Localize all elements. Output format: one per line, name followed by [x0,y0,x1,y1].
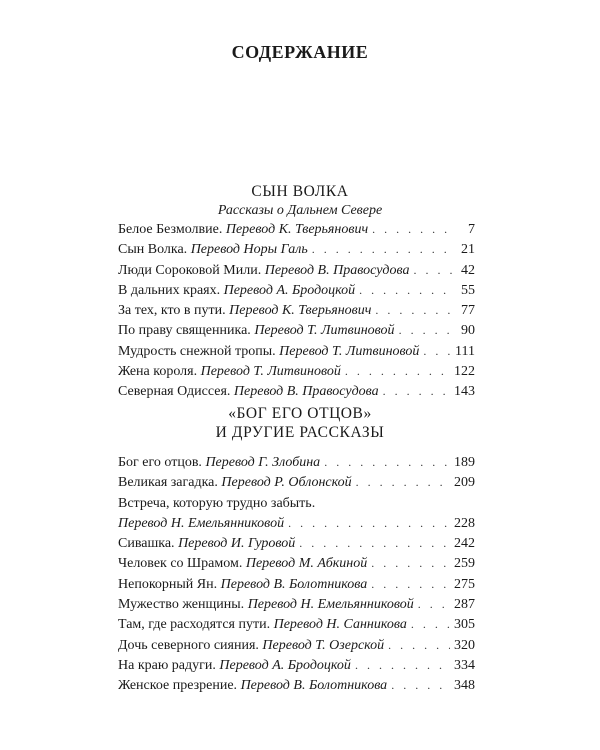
section-subtitle: Рассказы о Дальнем Севере [217,203,383,218]
toc-entry[interactable] [118,658,475,678]
leader-dots [388,638,450,653]
entry-translator: Перевод Н. Емельянниковой [118,515,285,531]
leader-dots [383,384,450,399]
leader-dots [359,283,453,298]
toc-entry[interactable] [118,364,475,384]
entry-page: 143 [454,384,475,400]
entry-page: 305 [454,617,475,633]
toc-entry[interactable] [118,556,475,576]
entry-page: 242 [454,536,475,552]
toc-entry[interactable] [118,496,475,537]
entry-translator: Перевод Г. Злобина [205,455,321,470]
leader-dots [418,597,450,612]
toc-list-section-1 [118,222,475,405]
leader-dots [355,658,450,673]
entry-title: Мужество женщины. [118,597,245,613]
entry-title: Сивашка. [118,536,175,552]
leader-dots [345,364,450,379]
entry-translator: Перевод К. Тверьянович [225,222,369,237]
entry-title: Великая загадка. [118,475,218,491]
entry-title: Северная Одиссея. [118,384,231,400]
leader-dots [375,303,453,318]
entry-title: Сын Волка. [118,242,188,258]
entry-translator: Перевод М. Абкиной [245,556,368,572]
entry-page: 21 [461,242,475,258]
toc-entry[interactable] [118,263,475,283]
page-title: СОДЕРЖАНИЕ [231,42,369,62]
entry-translator: Перевод Т. Литвиновой [279,343,420,359]
entry-translator: Перевод Норы Галь [190,242,308,258]
entry-title: Встреча, которую трудно забыть. [118,495,316,511]
entry-page: 122 [454,364,475,380]
toc-entry[interactable] [118,597,475,617]
leader-dots [356,475,450,490]
section-heading-bog-ego-otcov [0,404,600,442]
section-heading-son-volka [0,182,600,220]
entry-translator: Перевод Т. Озерской [262,637,385,653]
entry-translator: Перевод Н. Емельянниковой [247,597,414,613]
entry-page: 111 [455,343,475,359]
entry-translator: Перевод В. Болотникова [220,576,368,592]
toc-entry[interactable] [118,678,475,698]
entry-translator: Перевод И. Гуровой [178,536,296,552]
toc-entry[interactable] [118,577,475,597]
toc-entry[interactable] [118,222,475,242]
entry-translator: Перевод Р. Облонской [221,475,352,491]
entry-translator: Перевод К. Тверьянович [229,303,372,319]
entry-title: На краю радуги. [118,657,216,673]
leader-dots [299,536,450,551]
entry-title: За тех, кто в пути. [118,303,226,319]
toc-entry[interactable] [118,384,475,404]
leader-dots [423,344,451,359]
section-title-line-2: И ДРУГИЕ РАССКАЗЫ [215,424,385,441]
entry-title: Жена короля. [118,364,198,380]
entry-page: 90 [461,323,475,339]
toc-entry[interactable] [118,455,475,475]
entry-page: 42 [461,262,475,278]
entry-page: 334 [454,657,475,673]
entry-page: 259 [454,556,475,572]
leader-dots [411,617,450,632]
entry-page: 189 [454,455,475,470]
entry-title: Люди Сороковой Мили. [118,262,262,278]
leader-dots [372,222,453,237]
entry-title: Женское презрение. [118,678,238,694]
toc-list-section-2 [118,455,475,699]
toc-entry[interactable] [118,617,475,637]
leader-dots [288,516,450,531]
entry-title: Там, где расходятся пути. [118,617,271,633]
toc-entry[interactable] [118,536,475,556]
leader-dots [371,556,450,571]
entry-title: В дальних краях. [118,282,221,298]
toc-entry[interactable] [118,323,475,343]
entry-title: По праву священника. [118,323,251,339]
entry-page: 275 [454,576,475,592]
entry-title: Человек со Шрамом. [118,556,243,572]
entry-translator: Перевод В. Болотникова [240,678,388,694]
entry-title: Белое Безмолвие. [118,222,223,237]
entry-title: Непокорный Ян. [118,576,218,592]
entry-page: 7 [468,222,475,237]
toc-entry[interactable] [118,242,475,262]
entry-translator: Перевод В. Правосудова [264,262,410,278]
entry-translator: Перевод Т. Литвиновой [254,323,395,339]
entry-page: 209 [454,475,475,491]
entry-translator: Перевод Т. Литвиновой [200,364,341,380]
entry-page: 77 [461,303,475,319]
toc-entry[interactable] [118,475,475,495]
entry-title: Мудрость снежной тропы. [118,343,276,359]
entry-translator: Перевод Н. Санникова [273,617,407,633]
leader-dots [391,678,450,693]
entry-title: Дочь северного сияния. [118,637,259,653]
entry-page: 55 [461,282,475,298]
leader-dots [312,242,453,257]
toc-entry[interactable] [118,303,475,323]
leader-dots [371,577,450,592]
entry-translator: Перевод А. Бродоцкой [219,657,351,673]
entry-title: Бог его отцов. [118,455,202,470]
leader-dots [399,323,453,338]
section-title-line-1: «БОГ ЕГО ОТЦОВ» [228,405,372,422]
toc-entry[interactable] [118,638,475,658]
toc-entry[interactable] [118,344,475,364]
entry-page: 348 [454,678,475,694]
toc-entry[interactable] [118,283,475,303]
entry-page: 320 [454,637,475,653]
entry-page: 287 [454,597,475,613]
leader-dots [324,455,450,470]
entry-translator: Перевод А. Бродоцкой [223,282,356,298]
section-title: СЫН ВОЛКА [251,183,349,200]
entry-translator: Перевод В. Правосудова [233,384,379,400]
leader-dots [413,263,453,278]
entry-page: 228 [454,515,475,531]
